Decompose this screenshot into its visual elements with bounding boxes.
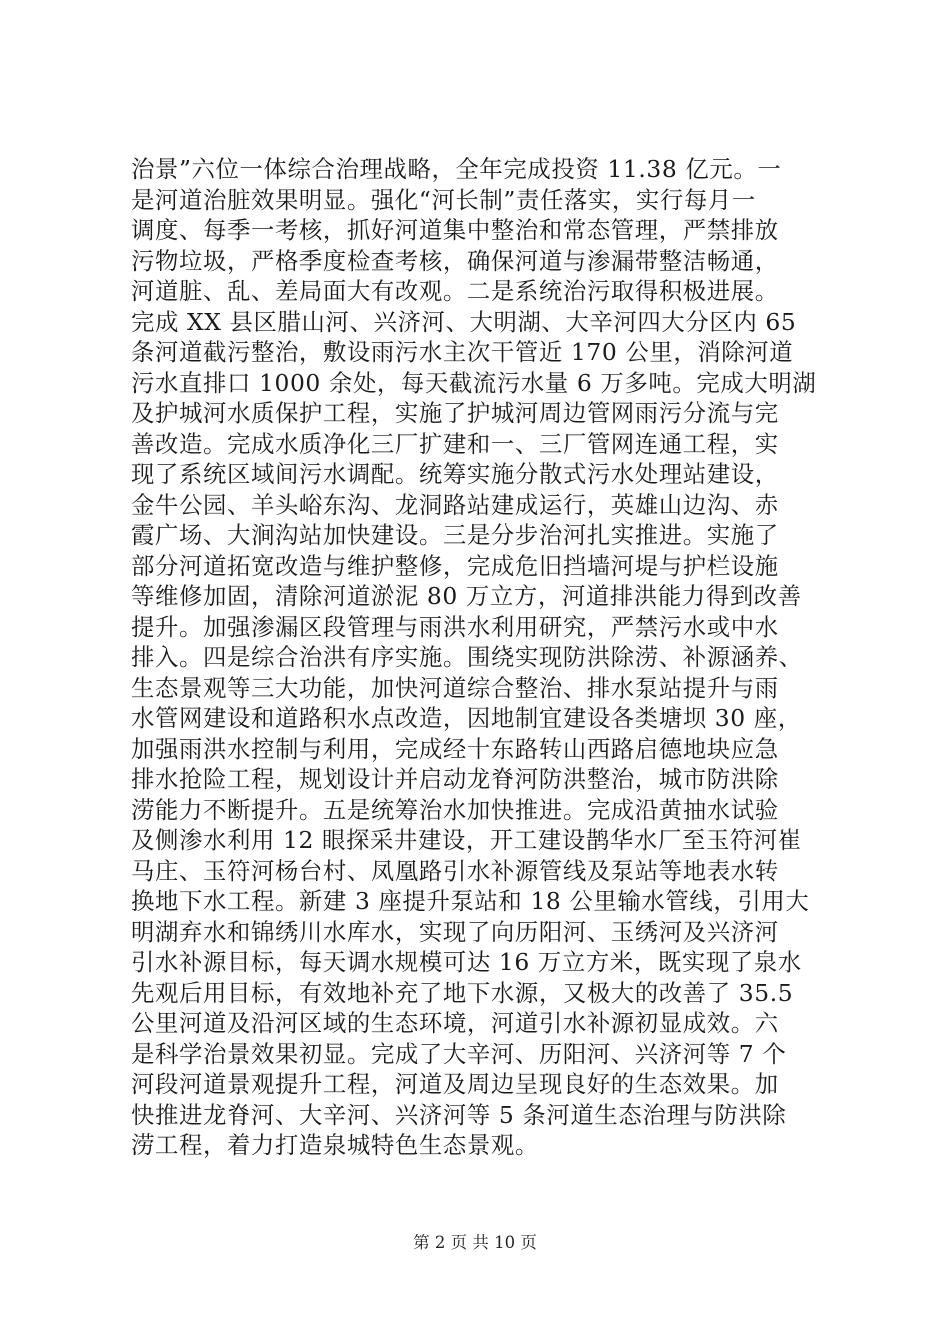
- text-line: 污物垃圾，严格季度检查考核，确保河道与渗漏带整洁畅通，: [131, 246, 779, 275]
- text-line: 加强雨洪水控制与利用，完成经十东路转山西路启德地块应急: [131, 734, 779, 763]
- text-line: 治景”六位一体综合治理战略，全年完成投资 11.38 亿元。一: [131, 155, 782, 183]
- text-line: 涝工程，着力打造泉城特色生态景观。: [131, 1131, 539, 1159]
- text-line: 马庄、玉符河杨台村、凤凰路引水补源管线及泵站等地表水转: [131, 856, 779, 885]
- text-line: 引水补源目标，每天调水规模可达 16 万立方米，既实现了泉水: [131, 948, 802, 976]
- text-line: 及护城河水质保护工程，实施了护城河周边管网雨污分流与完: [131, 399, 779, 427]
- text-line: 河道脏、乱、差局面大有改观。二是系统治污取得积极进展。: [131, 277, 779, 305]
- text-line: 快推进龙脊河、大辛河、兴济河等 5 条河道生态治理与防洪除: [131, 1100, 787, 1129]
- text-line: 生态景观等三大功能，加快河道综合整治、排水泵站提升与雨: [131, 673, 779, 702]
- text-line: 等维修加固，清除河道淤泥 80 万立方，河道排洪能力得到改善: [131, 582, 802, 610]
- text-line: 是河道治脏效果明显。强化“河长制”责任落实，实行每月一: [131, 185, 756, 214]
- body-paragraph: [131, 154, 831, 1161]
- text-line: 涝能力不断提升。五是统筹治水加快推进。完成沿黄抽水试验: [131, 795, 779, 824]
- text-line: 调度、每季一考核，抓好河道集中整治和常态管理，严禁排放: [131, 216, 779, 244]
- text-line: 霞广场、大涧沟站加快建设。三是分步治河扎实推进。实施了: [131, 521, 779, 549]
- text-line: 完成 XX 县区腊山河、兴济河、大明湖、大辛河四大分区内 65: [131, 307, 797, 336]
- text-line: 先观后用目标，有效地补充了地下水源，又极大的改善了 35.5: [131, 978, 794, 1007]
- text-line: 条河道截污整治，敷设雨污水主次干管近 170 公里，消除河道: [131, 338, 794, 366]
- text-line: 现了系统区域间污水调配。统筹实施分散式污水处理站建设，: [131, 460, 779, 488]
- text-line: 污水直排口 1000 余处，每天截流污水量 6 万多吨。完成大明湖: [131, 368, 817, 397]
- text-line: 换地下水工程。新建 3 座提升泵站和 18 公里输水管线，引用大: [131, 887, 810, 915]
- text-line: 公里河道及沿河区域的生态环境，河道引水补源初显成效。六: [131, 1009, 779, 1037]
- text-line: 金牛公园、羊头峪东沟、龙洞路站建成运行，英雄山边沟、赤: [131, 490, 779, 519]
- text-line: 善改造。完成水质净化三厂扩建和一、三厂管网连通工程，实: [131, 429, 779, 458]
- text-line: 是科学治景效果初显。完成了大辛河、历阳河、兴济河等 7 个: [131, 1039, 787, 1068]
- page-footer: 第 2 页 共 10 页: [413, 1233, 537, 1252]
- text-line: 河段河道景观提升工程，河道及周边呈现良好的生态效果。加: [131, 1070, 779, 1098]
- text-line: 及侧渗水利用 12 眼探采井建设，开工建设鹊华水厂至玉符河崔: [131, 826, 802, 854]
- text-line: 明湖弃水和锦绣川水库水，实现了向历阳河、玉绣河及兴济河: [131, 917, 779, 946]
- text-line: 水管网建设和道路积水点改造，因地制宜建设各类塘坝 30 座，: [131, 704, 802, 732]
- text-line: 排入。四是综合治洪有序实施。围绕实现防洪除涝、补源涵养、: [131, 643, 803, 671]
- text-line: 部分河道拓宽改造与维护整修，完成危旧挡墙河堤与护栏设施: [131, 551, 779, 580]
- text-line: 排水抢险工程，规划设计并启动龙脊河防洪整治，城市防洪除: [131, 765, 779, 793]
- text-line: 提升。加强渗漏区段管理与雨洪水利用研究，严禁污水或中水: [131, 612, 779, 641]
